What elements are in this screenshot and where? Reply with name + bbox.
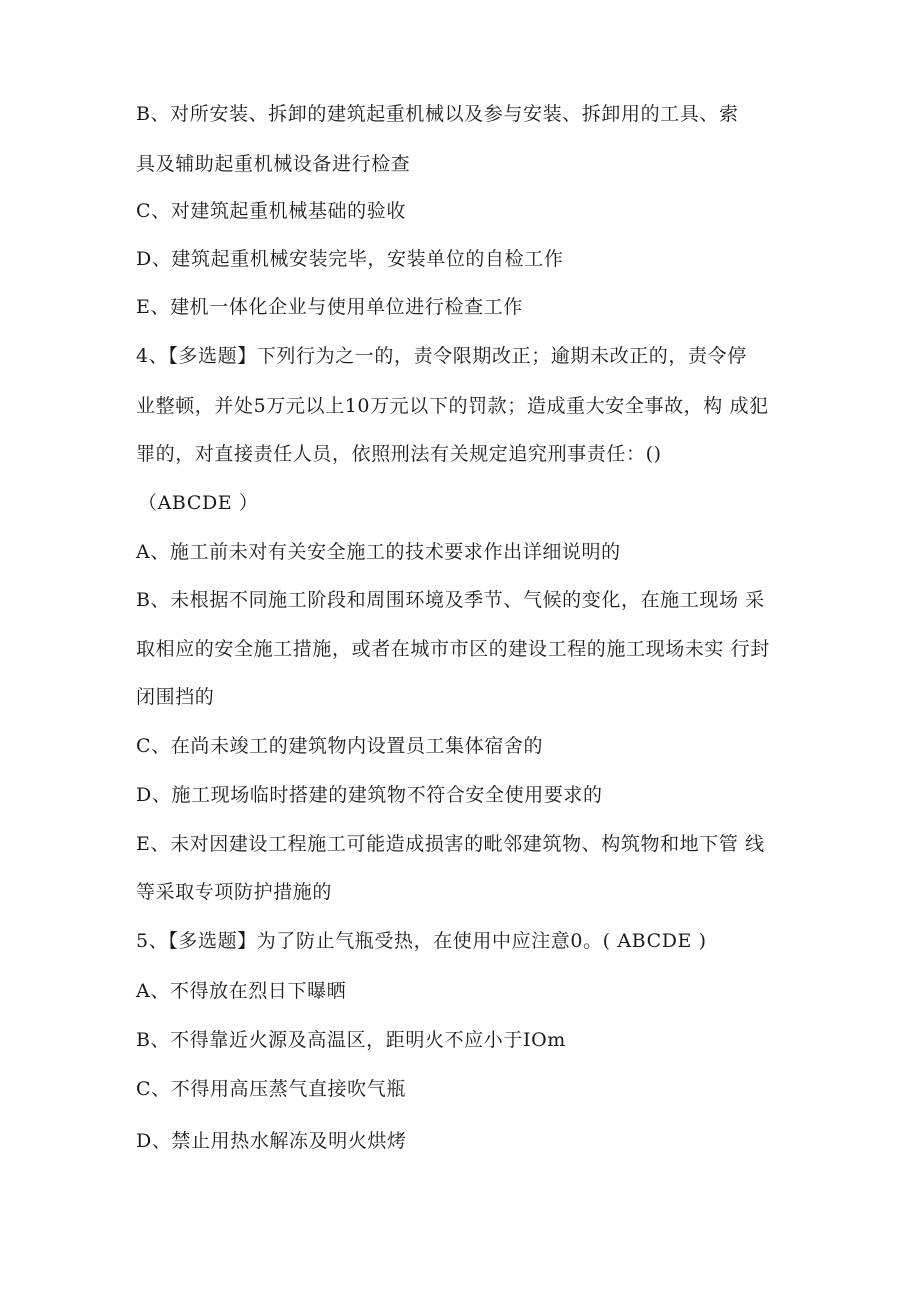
q5-option-c: C、不得用高压蒸气直接吹气瓶 — [136, 1078, 406, 1100]
q4-option-b-line1: B、未根据不同施工阶段和周围环境及季节、气候的变化，在施工现场 采 — [136, 589, 765, 611]
q3-option-b-line1: B、对所安装、拆卸的建筑起重机械以及参与安装、拆卸用的工具、索 — [136, 103, 739, 125]
q4-stem-line1: 4、【多选题】下列行为之一的，责令限期改正；逾期未改正的，责令停 — [136, 345, 747, 367]
q4-stem-line3: 罪的，对直接责任人员，依照刑法有关规定追究刑事责任：() — [136, 443, 662, 465]
q5-stem: 5、【多选题】为了防止气瓶受热，在使用中应注意0。( ABCDE ) — [136, 930, 707, 952]
q4-option-b-line3: 闭围挡的 — [136, 686, 215, 708]
q5-option-b: B、不得靠近火源及高温区，距明火不应小于IOm — [136, 1029, 566, 1051]
q3-option-b-line2: 具及辅助起重机械设备进行检查 — [136, 153, 411, 175]
q5-option-d: D、禁止用热水解冻及明火烘烤 — [136, 1130, 407, 1152]
q4-option-e-line2: 等采取专项防护措施的 — [136, 881, 333, 903]
q3-option-e: E、建机一体化企业与使用单位进行检查工作 — [136, 296, 523, 318]
q4-stem-line2: 业整顿，并处5万元以上10万元以下的罚款；造成重大安全事故，构 成犯 — [136, 395, 769, 417]
q3-option-c: C、对建筑起重机械基础的验收 — [136, 200, 406, 222]
q4-option-a: A、施工前未对有关安全施工的技术要求作出详细说明的 — [136, 541, 621, 563]
q4-option-e-line1: E、未对因建设工程施工可能造成损害的毗邻建筑物、构筑物和地下管 线 — [136, 833, 765, 855]
q5-option-a: A、不得放在烈日下曝晒 — [136, 980, 347, 1002]
q3-option-d: D、建筑起重机械安装完毕，安装单位的自检工作 — [136, 248, 564, 270]
q4-option-d: D、施工现场临时搭建的建筑物不符合安全使用要求的 — [136, 784, 603, 806]
q4-answer: （ABCDE ） — [138, 492, 259, 514]
q4-option-b-line2: 取相应的安全施工措施，或者在城市市区的建设工程的施工现场未实 行封 — [136, 638, 770, 660]
q4-option-c: C、在尚未竣工的建筑物内设置员工集体宿舍的 — [136, 735, 544, 757]
